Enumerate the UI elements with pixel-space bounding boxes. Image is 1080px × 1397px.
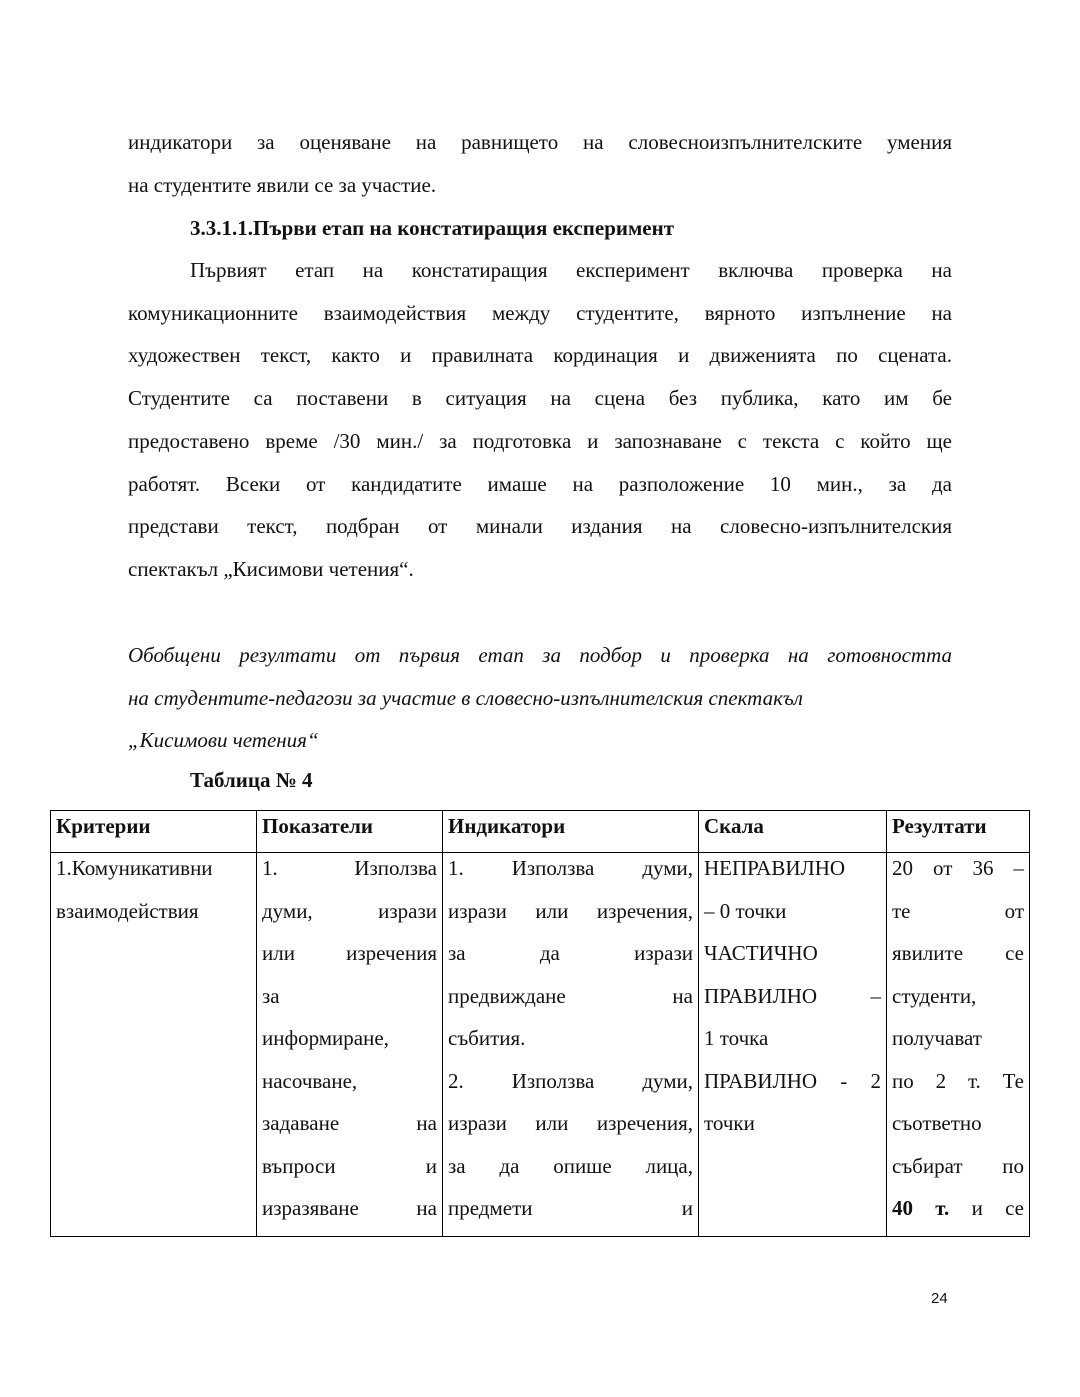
cell-line: ПРАВИЛНО – [704, 983, 881, 1008]
cell-line: по 2 т. Те [892, 1068, 1024, 1093]
header-criteria: Критерии [51, 811, 257, 853]
cell-line: 40 т. и се [892, 1196, 1024, 1220]
cell-line: за да опише лица, [448, 1153, 693, 1178]
cell-line: изрази или изречения, [448, 1111, 693, 1135]
table-row [51, 853, 1030, 1237]
paragraph-line: комуникационните взаимодействия между студентите, вярното изпълнение на [128, 300, 952, 325]
cell-line: 1 точка [704, 1026, 769, 1050]
cell-line: ПРАВИЛНО - 2 [704, 1068, 881, 1093]
results-cell [887, 853, 1030, 1237]
paragraph-line: художествен текст, както и правилната кординация и движенията по сцената. [128, 343, 952, 368]
cell-line: изразяване на [262, 1196, 437, 1220]
paragraph-line: представи текст, подбран от минали издания на словесно-изпълнителския [128, 514, 952, 539]
cell-line: студенти, [892, 983, 977, 1008]
cell-line: НЕПРАВИЛНО [704, 856, 846, 880]
cell-line: 1.Комуникативни [56, 856, 213, 880]
cell-line: ЧАСТИЧНО [704, 941, 818, 965]
paragraph-line: на студентите явили се за участие. [128, 173, 437, 197]
cell-line: 20 от 36 – [892, 856, 1024, 880]
indicators-cell [257, 853, 443, 1237]
cell-line: събития. [448, 1026, 526, 1050]
table-header-row [51, 811, 1030, 853]
results-table [50, 810, 1030, 1237]
cell-line: информиране, [262, 1026, 389, 1050]
caption-line: на студентите-педагози за участие в словесно-изпълнителския спектакъл [128, 685, 803, 710]
cell-line: взаимодействия [56, 898, 199, 923]
cell-line: предмети и [448, 1196, 693, 1220]
header-indicator-details: Индикатори [443, 811, 699, 853]
cell-line: получават [892, 1026, 982, 1050]
cell-line: 1. Използва думи, [448, 856, 693, 880]
cell-line: задаване на [262, 1111, 437, 1135]
cell-line: 2. Използва думи, [448, 1068, 693, 1093]
header-results: Резултати [887, 811, 1030, 853]
caption-line: „Кисимови четения“ [128, 728, 319, 752]
cell-line: явилите се [892, 941, 1024, 965]
paragraph-line: Първият етап на констатиращия експеримент включва проверка на [190, 258, 952, 282]
cell-line: въпроси и [262, 1153, 437, 1178]
table-title: Таблица № 4 [190, 768, 313, 792]
paragraph-line: спектакъл „Кисимови четения“. [128, 556, 414, 581]
page-number: 24 [931, 1290, 948, 1307]
cell-line: те от [892, 898, 1024, 923]
caption-line: Обобщени резултати от първия етап за подбор и проверка на готовността [128, 643, 952, 667]
header-scale: Скала [699, 811, 887, 853]
cell-line: съответно [892, 1111, 982, 1135]
cell-line: за [262, 983, 280, 1008]
indicator-details-cell [443, 853, 699, 1237]
paragraph-line: индикатори за оценяване на равнището на словесноизпълнителските умения [128, 130, 952, 154]
scale-cell [699, 853, 887, 1237]
section-heading: 3.3.1.1.Първи етап на констатиращия експеримент [190, 216, 675, 240]
paragraph-line: Студентите са поставени в ситуация на сцена без публика, като им бе [128, 386, 952, 411]
cell-line: предвиждане на [448, 983, 693, 1008]
cell-line: – 0 точки [704, 898, 787, 923]
cell-line: думи, изрази [262, 898, 437, 923]
cell-line: 1. Използва [262, 856, 437, 880]
cell-line: или изречения [262, 941, 437, 965]
cell-line: събират по [892, 1153, 1024, 1178]
cell-line: изрази или изречения, [448, 898, 693, 923]
cell-line: насочване, [262, 1068, 358, 1093]
cell-line: точки [704, 1111, 755, 1135]
paragraph-line: предоставено време /30 мин./ за подготовка и запознаване с текста с който ще [128, 428, 952, 453]
criteria-cell [51, 853, 257, 1237]
header-indicators: Показатели [257, 811, 443, 853]
cell-line: за да изрази [448, 941, 693, 965]
paragraph-line: работят. Всеки от кандидатите имаше на разположение 10 мин., за да [128, 471, 952, 496]
